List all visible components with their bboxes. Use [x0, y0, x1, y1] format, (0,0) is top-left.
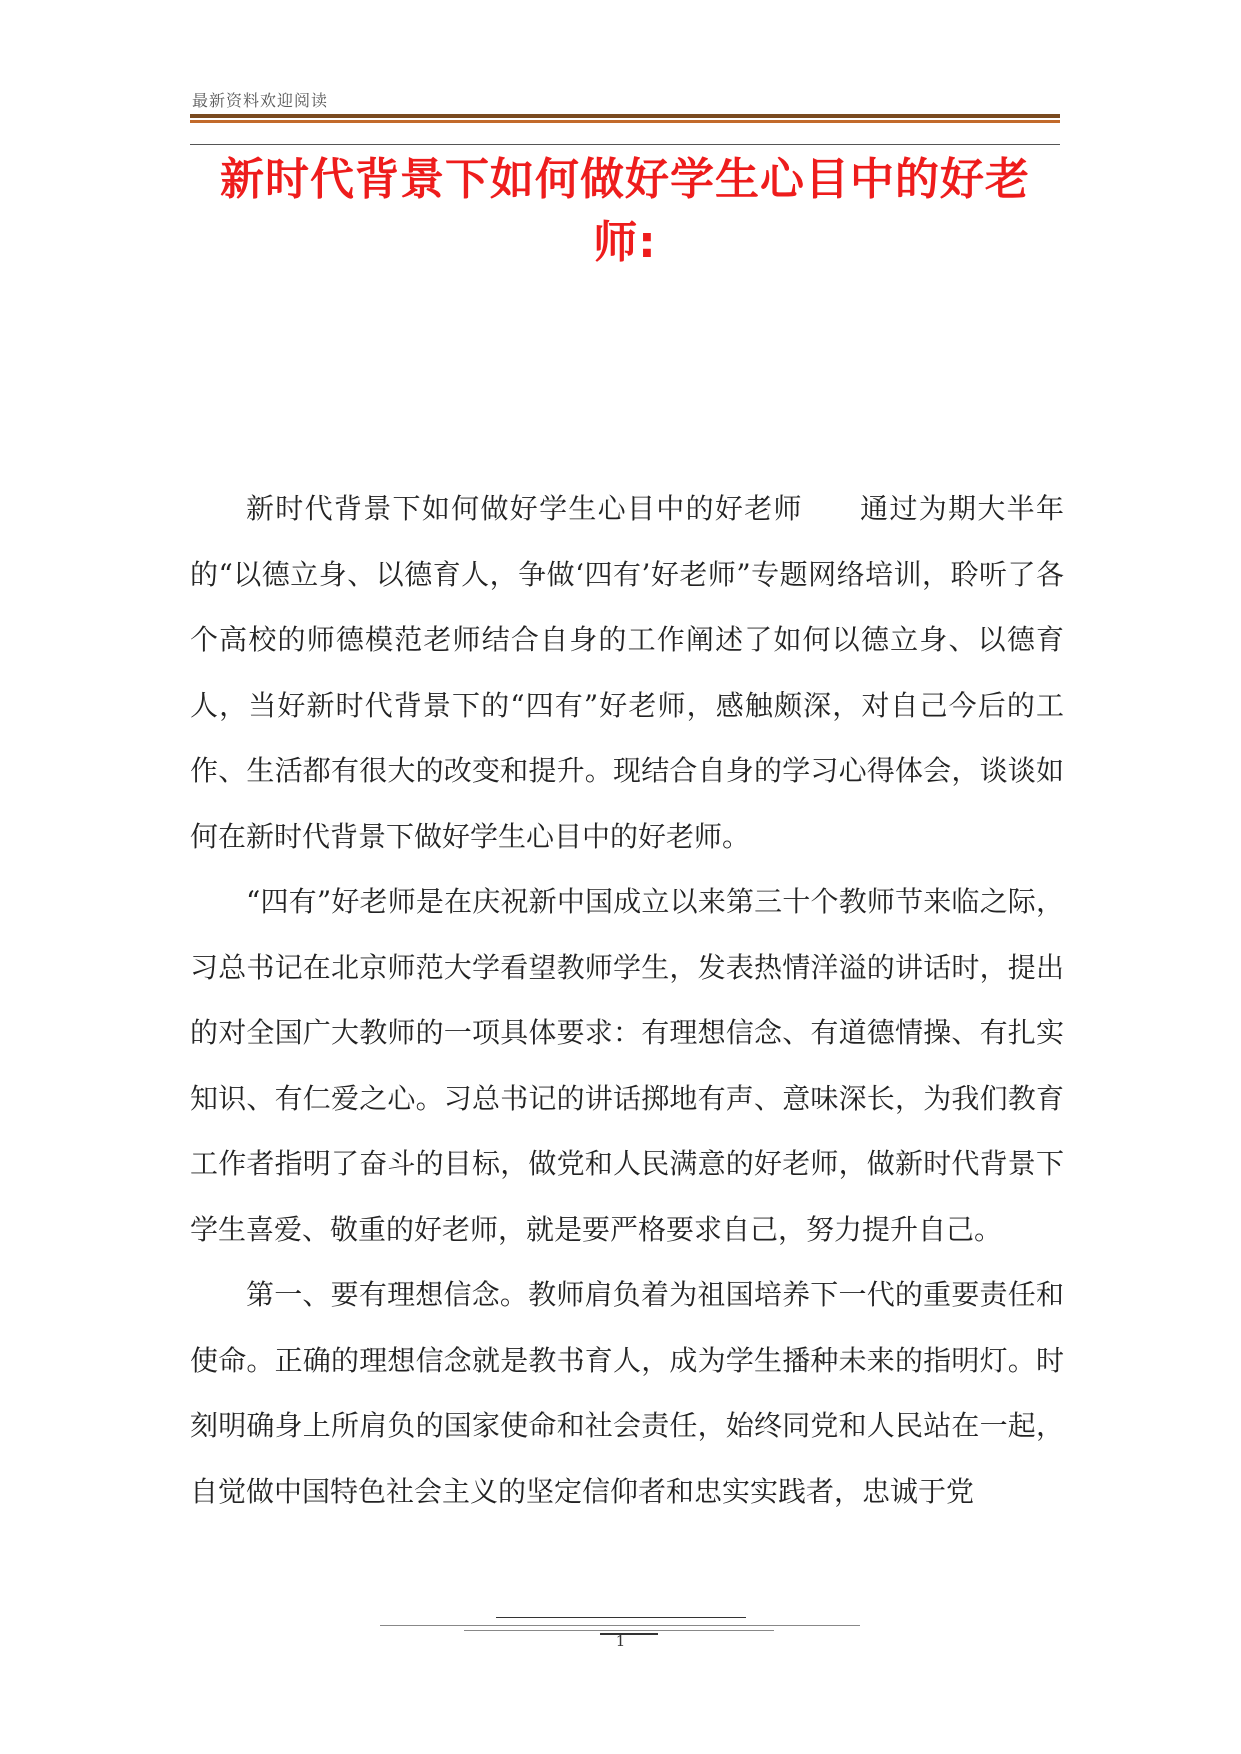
footer-rule — [496, 1617, 746, 1618]
intro-text: 通过为期大半年的“以德立身、以德育人，争做‘四有’好老师”专题网络培训，聆听了各个高校的师德模范老师结合自身的工作阐述了如何以德立身、以德育人，当好新时代背景下的“四有”好老师，感触颇深，对自己今后的工作、生活都有很大的改变和提升。现结合自身的学习心得体会，谈谈如何在新时代背景下做好学生心目中的好老师。 — [190, 492, 1064, 853]
body-paragraph: 第一、要有理想信念。教师肩负着为祖国培养下一代的重要责任和使命。正确的理想信念就是教书育人，成为学生播种未来的指明灯。时刻明确身上所肩负的国家使命和社会责任，始终同党和人民站在一起，自觉做中国特色社会主义的坚定信仰者和忠实实践者，忠诚于党 — [190, 1278, 1064, 1508]
page-number: 1 — [615, 1632, 626, 1650]
running-header: 最新资料欢迎阅读 — [192, 91, 329, 110]
footer-rule — [380, 1625, 860, 1626]
document-body — [190, 476, 1064, 1524]
footer-rule — [464, 1630, 774, 1631]
body-paragraph: “四有”好老师是在庆祝新中国成立以来第三十个教师节来临之际，习总书记在北京师范大学看望教师学生，发表热情洋溢的讲话时，提出的对全国广大教师的一项具体要求：有理想信念、有道德情操、有扎实知识、有仁爱之心。习总书记的讲话掷地有声、意味深长，为我们教育工作者指明了奋斗的目标，做党和人民满意的好老师，做新时代背景下学生喜爱、敬重的好老师，就是要严格要求自己，努力提升自己。 — [190, 885, 1064, 1246]
header-rule-thick — [190, 114, 1060, 118]
document-title: 新时代背景下如何做好学生心目中的好老师: — [220, 154, 1030, 268]
header-rule-thin — [190, 144, 1060, 145]
intro-lead: 新时代背景下如何做好学生心目中的好老师 — [246, 492, 803, 525]
intro-paragraph — [190, 476, 1064, 869]
header-rule-accent — [190, 120, 1060, 123]
